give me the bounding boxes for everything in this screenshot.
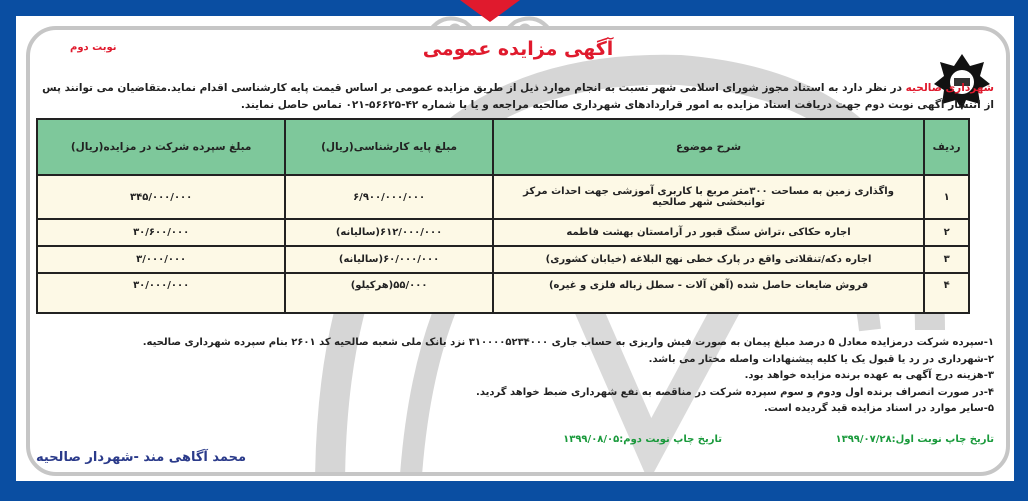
table-row <box>37 175 969 219</box>
row-deposit: ۳۰/۰۰۰/۰۰۰ <box>37 273 285 313</box>
first-print-date: تاریخ چاپ نوبت اول:۱۳۹۹/۰۷/۲۸ <box>835 434 994 445</box>
condition-item: ۱-سپرده شرکت درمزایده معادل ۵ درصد مبلغ پیمان به صورت فیش واریزی به حساب جاری ۳۱۰۰۰۰۵۲۳۴۰۰۰ نزد بانک ملی شعبه صالحیه کد ۲۶۰۱ بنام سپرده شهرداری صالحیه. <box>142 337 994 348</box>
table-header-row <box>37 119 969 175</box>
row-number: ۲ <box>924 219 969 246</box>
row-number: ۳ <box>924 246 969 273</box>
second-print-date: تاریخ چاپ نوبت دوم:۱۳۹۹/۰۸/۰۵ <box>563 434 722 445</box>
condition-item: ۳-هزینه درج آگهی به عهده برنده مزایده خواهد بود. <box>744 370 994 381</box>
table-row <box>37 246 969 273</box>
org-name: شهرداری صالحیه <box>905 82 994 94</box>
table-row <box>37 219 969 246</box>
page-title: آگهی مزایده عمومی <box>422 38 614 60</box>
row-base-price: ۶۱۲/۰۰۰/۰۰۰(سالیانه) <box>285 219 493 246</box>
auction-items-table <box>36 118 970 314</box>
row-deposit: ۳۴۵/۰۰۰/۰۰۰ <box>37 175 285 219</box>
row-base-price: ۶۰/۰۰۰/۰۰۰(سالیانه) <box>285 246 493 273</box>
header-row-number: ردیف <box>924 119 969 175</box>
row-base-price: ۵۵/۰۰۰(هرکیلو) <box>285 273 493 313</box>
header-description: شرح موضوع <box>493 119 924 175</box>
intro-text: در نظر دارد به استناد مجوز شورای اسلامی شهر نسبت به انجام موارد ذیل از طریق مزایده عمومی بر اساس قیمت پایه کارشناسی اقدام نماید.متقاضیان می توانند پس از انتشار آگهی نوبت دوم جهت دریافت اسناد مزایده به امور قراردادهای شهرداری صالحیه مراجعه و یا با شماره ۴۲-۵۶۶۲۵-۰۲۱ تماس حاصل نمایند. <box>42 82 994 111</box>
row-deposit: ۳/۰۰۰/۰۰۰ <box>37 246 285 273</box>
row-description: فروش ضایعات حاصل شده (آهن آلات - سطل زباله فلزی و غیره) <box>493 273 924 313</box>
condition-item: ۲-شهرداری در رد یا قبول یک یا کلیه پیشنهادات واصله مختار می باشد. <box>648 353 994 365</box>
round-badge: نوبت دوم <box>70 42 117 53</box>
row-description: واگذاری زمین به مساحت ۳۰۰متر مربع با کاربری آموزشی جهت احداث مرکز توانبخشی شهر صالحیه <box>493 175 924 219</box>
row-description: اجاره دکه/تنقلاتی واقع در پارک خطی نهج البلاغه (خیابان کشوری) <box>493 246 924 273</box>
intro-paragraph <box>34 80 994 114</box>
mayor-signature: محمد آگاهی مند -شهردار صالحیه <box>36 450 247 465</box>
header-deposit: مبلغ سپرده شرکت در مزایده(ریال) <box>37 119 285 175</box>
header-base-price: مبلغ پایه کارشناسی(ریال) <box>285 119 493 175</box>
conditions-list <box>143 335 994 418</box>
table-row <box>37 273 969 313</box>
row-description: اجاره حکاکی ،تراش سنگ قبور در آرامستان بهشت فاطمه <box>493 219 924 246</box>
row-number: ۱ <box>924 175 969 219</box>
print-dates <box>453 434 994 445</box>
row-base-price: ۶/۹۰۰/۰۰۰/۰۰۰ <box>285 175 493 219</box>
condition-item: ۵-سایر موارد در اسناد مزایده قید گردیده است. <box>763 403 994 414</box>
notice-card <box>26 26 1010 476</box>
row-number: ۴ <box>924 273 969 313</box>
row-deposit: ۳۰/۶۰۰/۰۰۰ <box>37 219 285 246</box>
condition-item: ۴-در صورت انصراف برنده اول ودوم و سوم سپرده شرکت در مناقصه به نفع شهرداری ضبط خواهد گردید. <box>476 386 994 398</box>
